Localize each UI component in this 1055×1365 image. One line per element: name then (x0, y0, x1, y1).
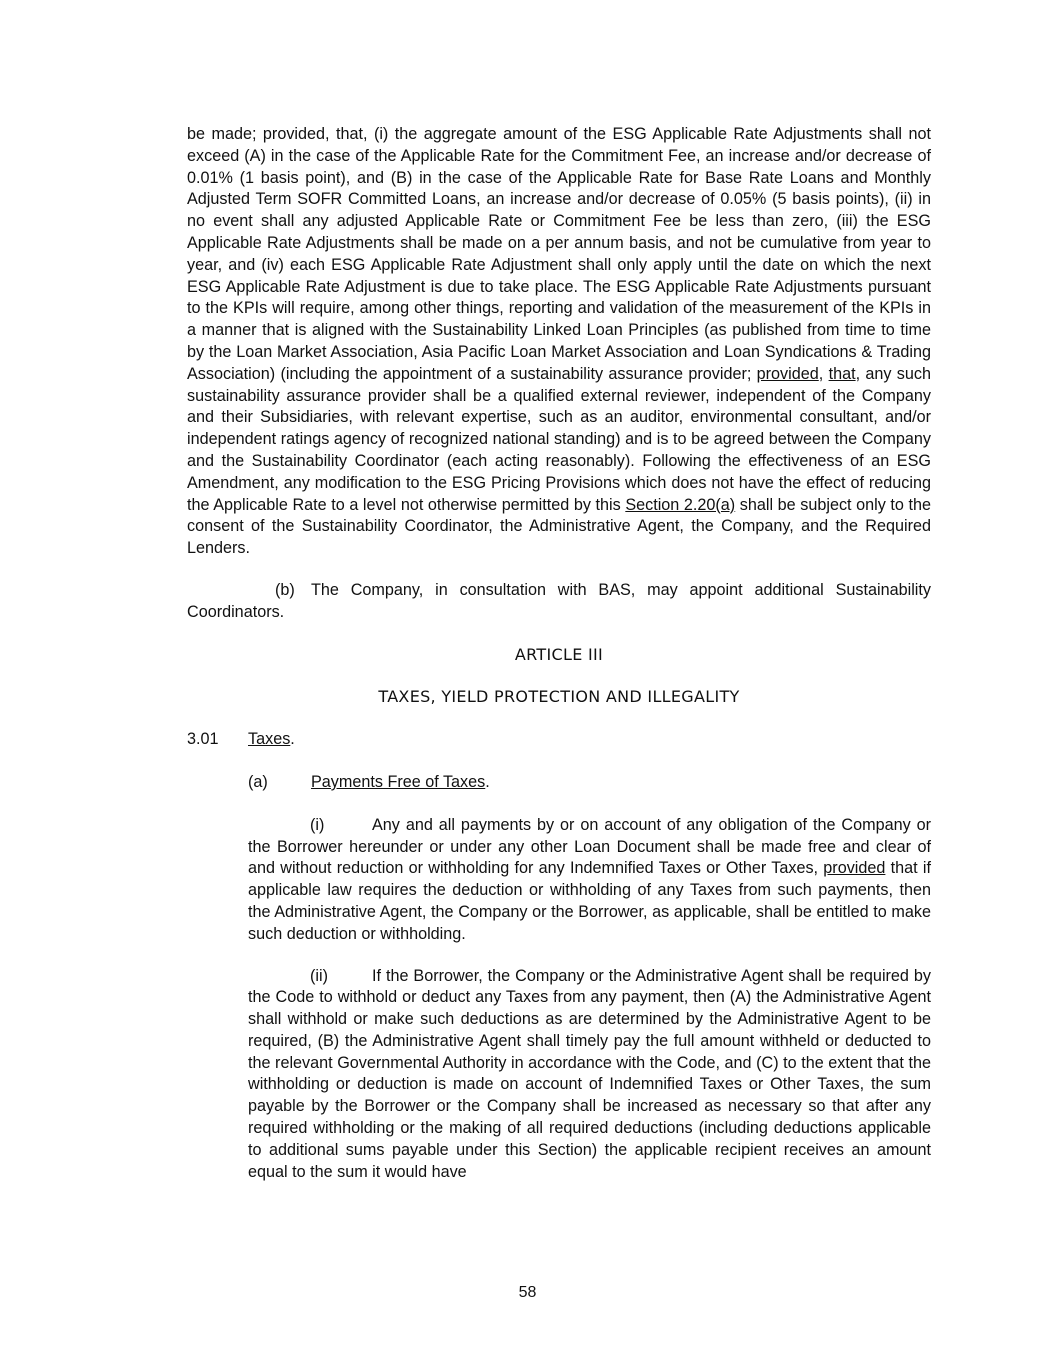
text-run: be made; provided, that, (i) the aggregate amount of the ESG Applicable Rate Adjustments shall not exceed (A) in the case of the Applicable Rate for the Commitment Fee, an increase and/or decrease of 0.01% (1 basis point), and (B) in the case of the Applicable Rate for Base Rate Loans and Monthly Adjusted Term SOFR Committed Loans, an increase and/or decrease of 0.05% (5 basis points), (ii) in no event shall any adjusted Applicable Rate or Commitment Fee be less than zero, (iii) the ESG Applicable Rate Adjustments shall be made on a per annum basis, and not be cumulative from year to year, and (iv) each ESG Applicable Rate Adjustment shall only apply until the date on which the next ESG Applicable Rate Adjustment is due to take place. The ESG Applicable Rate Adjustments pursuant to the KPIs will require, among other things, reporting and validation of the measurement of the KPIs in a manner that is aligned with the Sustainability Linked Loan Principles (as published from time to time by the Loan Market Association, Asia Pacific Loan Market Association and Loan Syndications & Trading Association) (including the appointment of a sustainability assurance provider; (187, 125, 931, 383)
section-reference-link[interactable]: Section 2.20(a) (625, 495, 736, 514)
paragraph-label: (b) (275, 580, 295, 599)
article-title: ARTICLE III (514, 644, 604, 664)
subsection-title: Payments Free of Taxes (311, 772, 486, 791)
underlined-term-provided: provided (756, 364, 819, 383)
underlined-term-provided: provided (823, 859, 886, 878)
paragraph-i (248, 815, 931, 946)
paragraph-esg-adjustments (187, 124, 931, 560)
section-title-suffix: . (290, 730, 295, 749)
subsection-heading (248, 772, 931, 794)
article-subtitle: TAXES, YIELD PROTECTION AND ILLEGALITY (378, 687, 740, 707)
text-run: Any and all payments by or on account of any obligation of the Company or the Borrower hereunder or under any other Loan Document shall be made free and clear of and without reduction or withholding for any Indemnified Taxes or Other Taxes, (248, 815, 931, 878)
section-number: 3.01 (187, 730, 219, 749)
paragraph-label: (ii) (310, 966, 328, 985)
section-heading (187, 729, 931, 751)
underlined-term-that: that (828, 364, 856, 383)
subsection-label: (a) (248, 772, 268, 791)
paragraph-b (187, 580, 931, 624)
paragraph-text: If the Borrower, the Company or the Administrative Agent shall be required by the Code to withhold or deduct any Taxes from any payment, then (A) the Administrative Agent shall withhold or make such deductions as are determined by the Administrative Agent to be required, (B) the Administrative Agent shall timely pay the full amount withheld or deducted to the relevant Governmental Authority in accordance with the Code, and (C) to the extent that the withholding or deduction is made on account of Indemnified Taxes or Other Taxes, the sum payable by the Borrower or the Company shall be increased as necessary so that after any required withholding or the making of all required deductions (including deductions applicable to additional sums payable under this Section) the applicable recipient receives an amount equal to the sum it would have (248, 966, 931, 1181)
page-number: 58 (518, 1284, 537, 1301)
page-body (187, 124, 931, 1183)
text-run: that if applicable law requires the deduction or withholding of any Taxes from such payments, then the Administrative Agent, the Company or the Borrower, as applicable, shall be entitled to make such deduction or withholding. (248, 859, 931, 943)
paragraph-ii (248, 966, 931, 1184)
text-run: , any such sustainability assurance provider shall be a qualified external reviewer, independent of the Company and their Subsidiaries, with relevant expertise, such as an auditor, environmental consultant, and/or independent ratings agency of recognized national standing) and is to be agreed between the Company and the Sustainability Coordinator (each acting reasonably). Following the effectiveness of an ESG Amendment, any modification to the ESG Pricing Provisions which does not have the effect of reducing the Applicable Rate to a level not otherwise permitted by this (187, 364, 931, 514)
paragraph-text: The Company, in consultation with BAS, may appoint additional Sustainability Coordinators. (187, 580, 931, 621)
subsection-title-suffix: . (485, 772, 490, 791)
text-run: , (818, 364, 829, 383)
paragraph-label: (i) (310, 815, 325, 834)
text-run: shall be subject only to the consent of the Sustainability Coordinator, the Administrative Agent, the Company, and the Required Lenders. (187, 495, 931, 558)
section-title: Taxes (248, 730, 291, 749)
